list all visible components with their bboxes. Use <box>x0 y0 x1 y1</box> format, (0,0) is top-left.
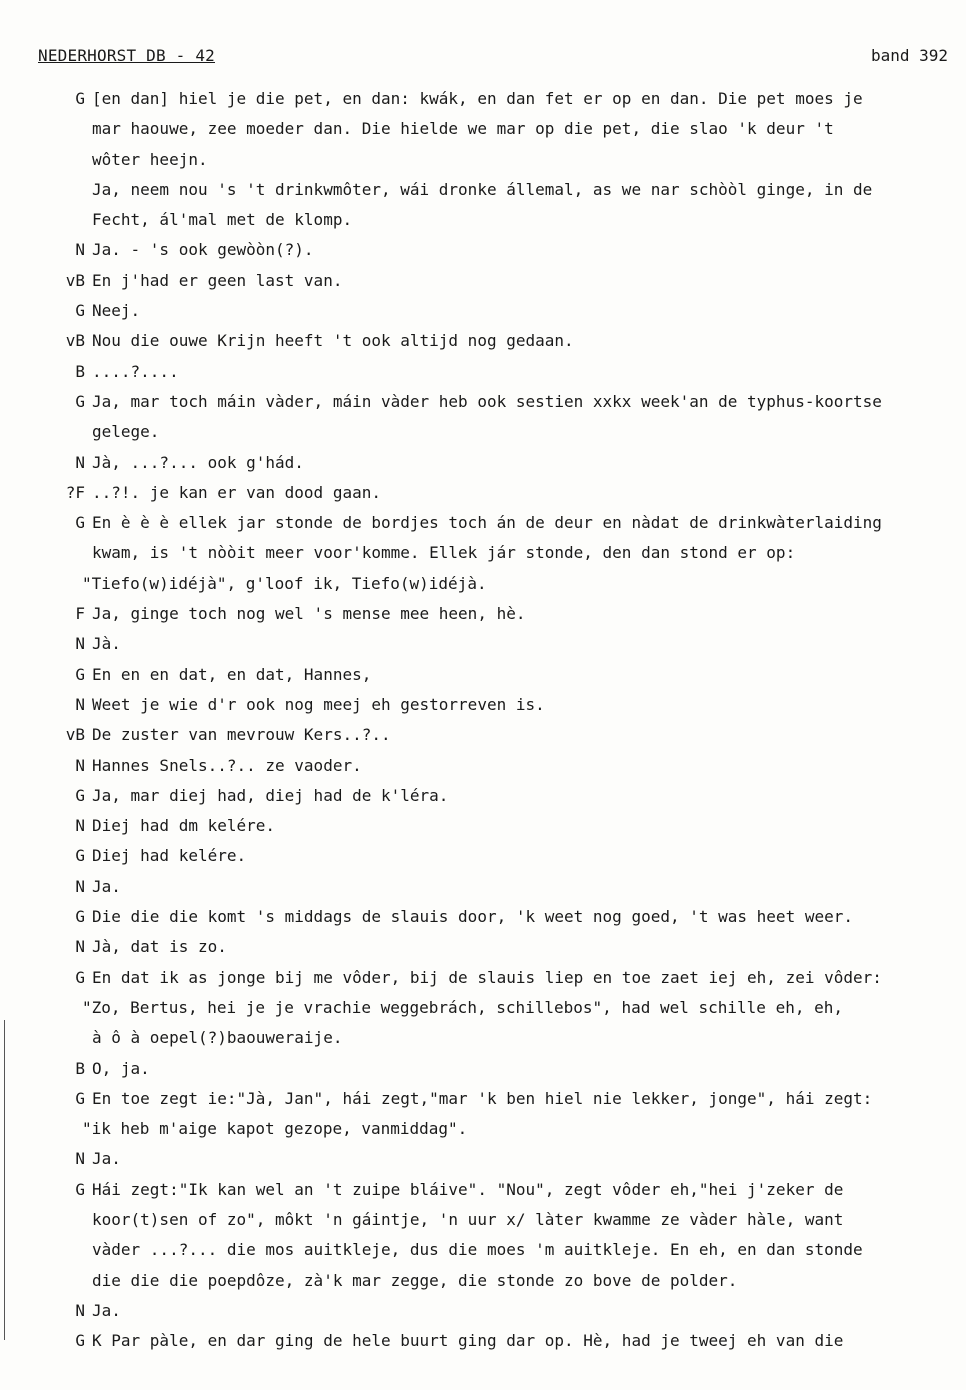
utterance-text: [en dan] hiel je die pet, en dan: kwák, en dan fet er op en dan. Die pet moes je <box>92 89 863 108</box>
utterance-text: Ja, mar diej had, diej had de k'léra. <box>92 785 449 805</box>
speaker-label: N <box>75 452 85 472</box>
transcript-line <box>0 902 966 932</box>
utterance-text: O, ja. <box>92 1058 150 1078</box>
transcript-line <box>0 538 966 568</box>
speaker-label: G <box>75 907 85 927</box>
utterance-text: En è è è ellek jar stonde de bordjes toch án de deur en nàdat de drinkwàterlaiding <box>92 513 882 533</box>
utterance-text: "Zo, Bertus, hei je je vrachie weggebrách, schillebos", had wel schille eh, eh, <box>82 997 843 1017</box>
speaker-label: N <box>75 634 85 654</box>
utterance-text: kwam, is 't nòòit meer voor'komme. Ellek jár stonde, den dan stond er op: <box>92 543 796 563</box>
utterance-text: Weet je wie d'r ook nog meej eh gestorreven is. <box>92 694 545 714</box>
transcript-line <box>0 84 966 114</box>
transcript-line <box>0 1205 966 1235</box>
utterance-text: Die die die komt 's middags de slauis door, 'k weet nog goed, 't was heet weer. <box>92 907 853 927</box>
transcript-line <box>0 629 966 659</box>
speaker-label: G <box>75 89 85 108</box>
speaker-label: N <box>75 937 85 957</box>
speaker-label: G <box>75 846 85 866</box>
transcript-line <box>0 599 966 629</box>
speaker-label: G <box>75 785 85 805</box>
utterance-text: "Tiefo(w)idéjà", g'loof ik, Tiefo(w)idéjà. <box>82 573 487 593</box>
transcript-line <box>0 175 966 205</box>
utterance-text: koor(t)sen of zo", môkt 'n gáintje, 'n uur x/ làter kwamme ze vàder hàle, want <box>92 1209 844 1229</box>
speaker-label: N <box>75 1300 85 1320</box>
utterance-text: Ja, ginge toch nog wel 's mense mee heen, hè. <box>92 604 526 624</box>
speaker-label: G <box>75 1331 85 1351</box>
speaker-label: N <box>75 816 85 836</box>
speaker-label: G <box>75 1179 85 1199</box>
utterance-text: En j'had er geen last van. <box>92 270 343 290</box>
utterance-text: Jà, ...?... ook g'hád. <box>92 452 304 472</box>
utterance-text: Hái zegt:"Ik kan wel an 't zuipe bláive". "Nou", zegt vôder eh,"hei j'zeker de <box>92 1179 844 1199</box>
speaker-label: N <box>75 1149 85 1169</box>
utterance-text: En en en dat, en dat, Hannes, <box>92 664 372 684</box>
transcript-line <box>0 114 966 144</box>
transcript-line <box>0 660 966 690</box>
speaker-label: F <box>75 604 85 624</box>
transcript-line <box>0 932 966 962</box>
utterance-text: Jà, dat is zo. <box>92 937 227 957</box>
utterance-text: Ja, mar toch máin vàder, máin vàder heb ook sestien xxkx week'an de typhus-koortse <box>92 391 882 411</box>
utterance-text: Neej. <box>92 301 141 321</box>
utterance-text: vàder ...?... die mos auitkleje, dus die moes 'm auitkleje. En eh, en dan stonde <box>92 1240 863 1260</box>
utterance-text: Ja. <box>92 1149 121 1169</box>
transcript-line <box>0 448 966 478</box>
transcript-line <box>0 690 966 720</box>
transcript-line <box>0 508 966 538</box>
utterance-text: En dat ik as jonge bij me vôder, bij de slauis liep en toe zaet iej eh, zei vôder: <box>92 967 882 987</box>
utterance-text: gelege. <box>92 422 160 442</box>
transcript-line <box>0 205 966 235</box>
transcript-line <box>0 1023 966 1053</box>
utterance-text: De zuster van mevrouw Kers..?.. <box>92 725 391 745</box>
utterance-text: K Par pàle, en dar ging de hele buurt ging dar op. Hè, had je tweej eh van die <box>92 1331 844 1351</box>
utterance-text: Ja. <box>92 1300 121 1320</box>
utterance-text: Nou die ouwe Krijn heeft 't ook altijd nog gedaan. <box>92 331 574 351</box>
transcript-line <box>0 841 966 871</box>
transcript-line <box>0 569 966 599</box>
transcript-line <box>0 1235 966 1265</box>
speaker-label: G <box>75 967 85 987</box>
transcript-line <box>0 478 966 508</box>
transcript-line <box>0 417 966 447</box>
transcript-line <box>0 1054 966 1084</box>
utterance-text: wôter heejn. <box>92 149 208 169</box>
transcript-line <box>0 296 966 326</box>
utterance-text: Fecht, ál'mal met de klomp. <box>92 210 353 230</box>
transcript-line <box>0 326 966 356</box>
margin-mark <box>4 1020 5 1340</box>
speaker-label: vB <box>65 725 85 745</box>
utterance-text: Jà. <box>92 634 121 654</box>
utterance-text: Diej had dm kelére. <box>92 816 276 836</box>
transcript-lines <box>0 84 966 1356</box>
transcript-line <box>0 811 966 841</box>
utterance-text: En toe zegt ie:"Jà, Jan", hái zegt,"mar 'k ben hiel nie lekker, jonge", hái zegt: <box>92 1088 873 1108</box>
speaker-label: B <box>75 1058 85 1078</box>
transcript-line <box>0 387 966 417</box>
transcript-line <box>0 872 966 902</box>
speaker-label: N <box>75 694 85 714</box>
speaker-label: vB <box>65 270 85 290</box>
transcript-line <box>0 1266 966 1296</box>
transcript-line <box>0 235 966 265</box>
speaker-label: B <box>75 361 85 381</box>
transcript-line <box>0 1175 966 1205</box>
header-band: band 392 <box>870 46 948 65</box>
utterance-text: die die die poepdôze, zà'k mar zegge, die stonde zo bove de polder. <box>92 1270 738 1290</box>
transcript-line <box>0 266 966 296</box>
header-title: NEDERHORST DB - 42 <box>38 46 215 65</box>
speaker-label: G <box>75 513 85 533</box>
utterance-text: Ja. <box>92 876 121 896</box>
speaker-label: vB <box>65 331 85 351</box>
speaker-label: G <box>75 301 85 321</box>
transcript-line <box>0 963 966 993</box>
speaker-label: G <box>75 391 85 411</box>
transcript-line <box>0 751 966 781</box>
transcript-line <box>0 781 966 811</box>
utterance-text: à ô à oepel(?)baouweraije. <box>92 1028 343 1048</box>
utterance-text: Diej had kelére. <box>92 846 247 866</box>
utterance-text: Ja. - 's ook gewòòn(?). <box>92 240 314 260</box>
utterance-text: ....?.... <box>92 361 179 381</box>
speaker-label: ?F <box>65 482 85 502</box>
utterance-text: Hannes Snels..?.. ze vaoder. <box>92 755 362 775</box>
transcript-line <box>0 1326 966 1356</box>
transcript-line <box>0 1296 966 1326</box>
speaker-label: G <box>75 664 85 684</box>
speaker-label: G <box>75 1088 85 1108</box>
transcript-line <box>0 1084 966 1114</box>
utterance-text: Ja, neem nou 's 't drinkwmôter, wái dronke állemal, as we nar schòòl ginge, in de <box>92 179 873 199</box>
transcript-line <box>0 1144 966 1174</box>
speaker-label: N <box>75 876 85 896</box>
speaker-label: N <box>75 755 85 775</box>
speaker-label: N <box>75 240 85 260</box>
utterance-text: "ik heb m'aige kapot gezope, vanmiddag". <box>82 1119 468 1139</box>
transcript-line <box>0 1114 966 1144</box>
transcript-line <box>0 993 966 1023</box>
transcript-line <box>0 720 966 750</box>
transcript-line <box>0 145 966 175</box>
transcript-line <box>0 357 966 387</box>
utterance-text: mar haouwe, zee moeder dan. Die hielde we mar op die pet, die slao 'k deur 't <box>92 119 834 139</box>
utterance-text: ..?!. je kan er van dood gaan. <box>92 482 381 502</box>
